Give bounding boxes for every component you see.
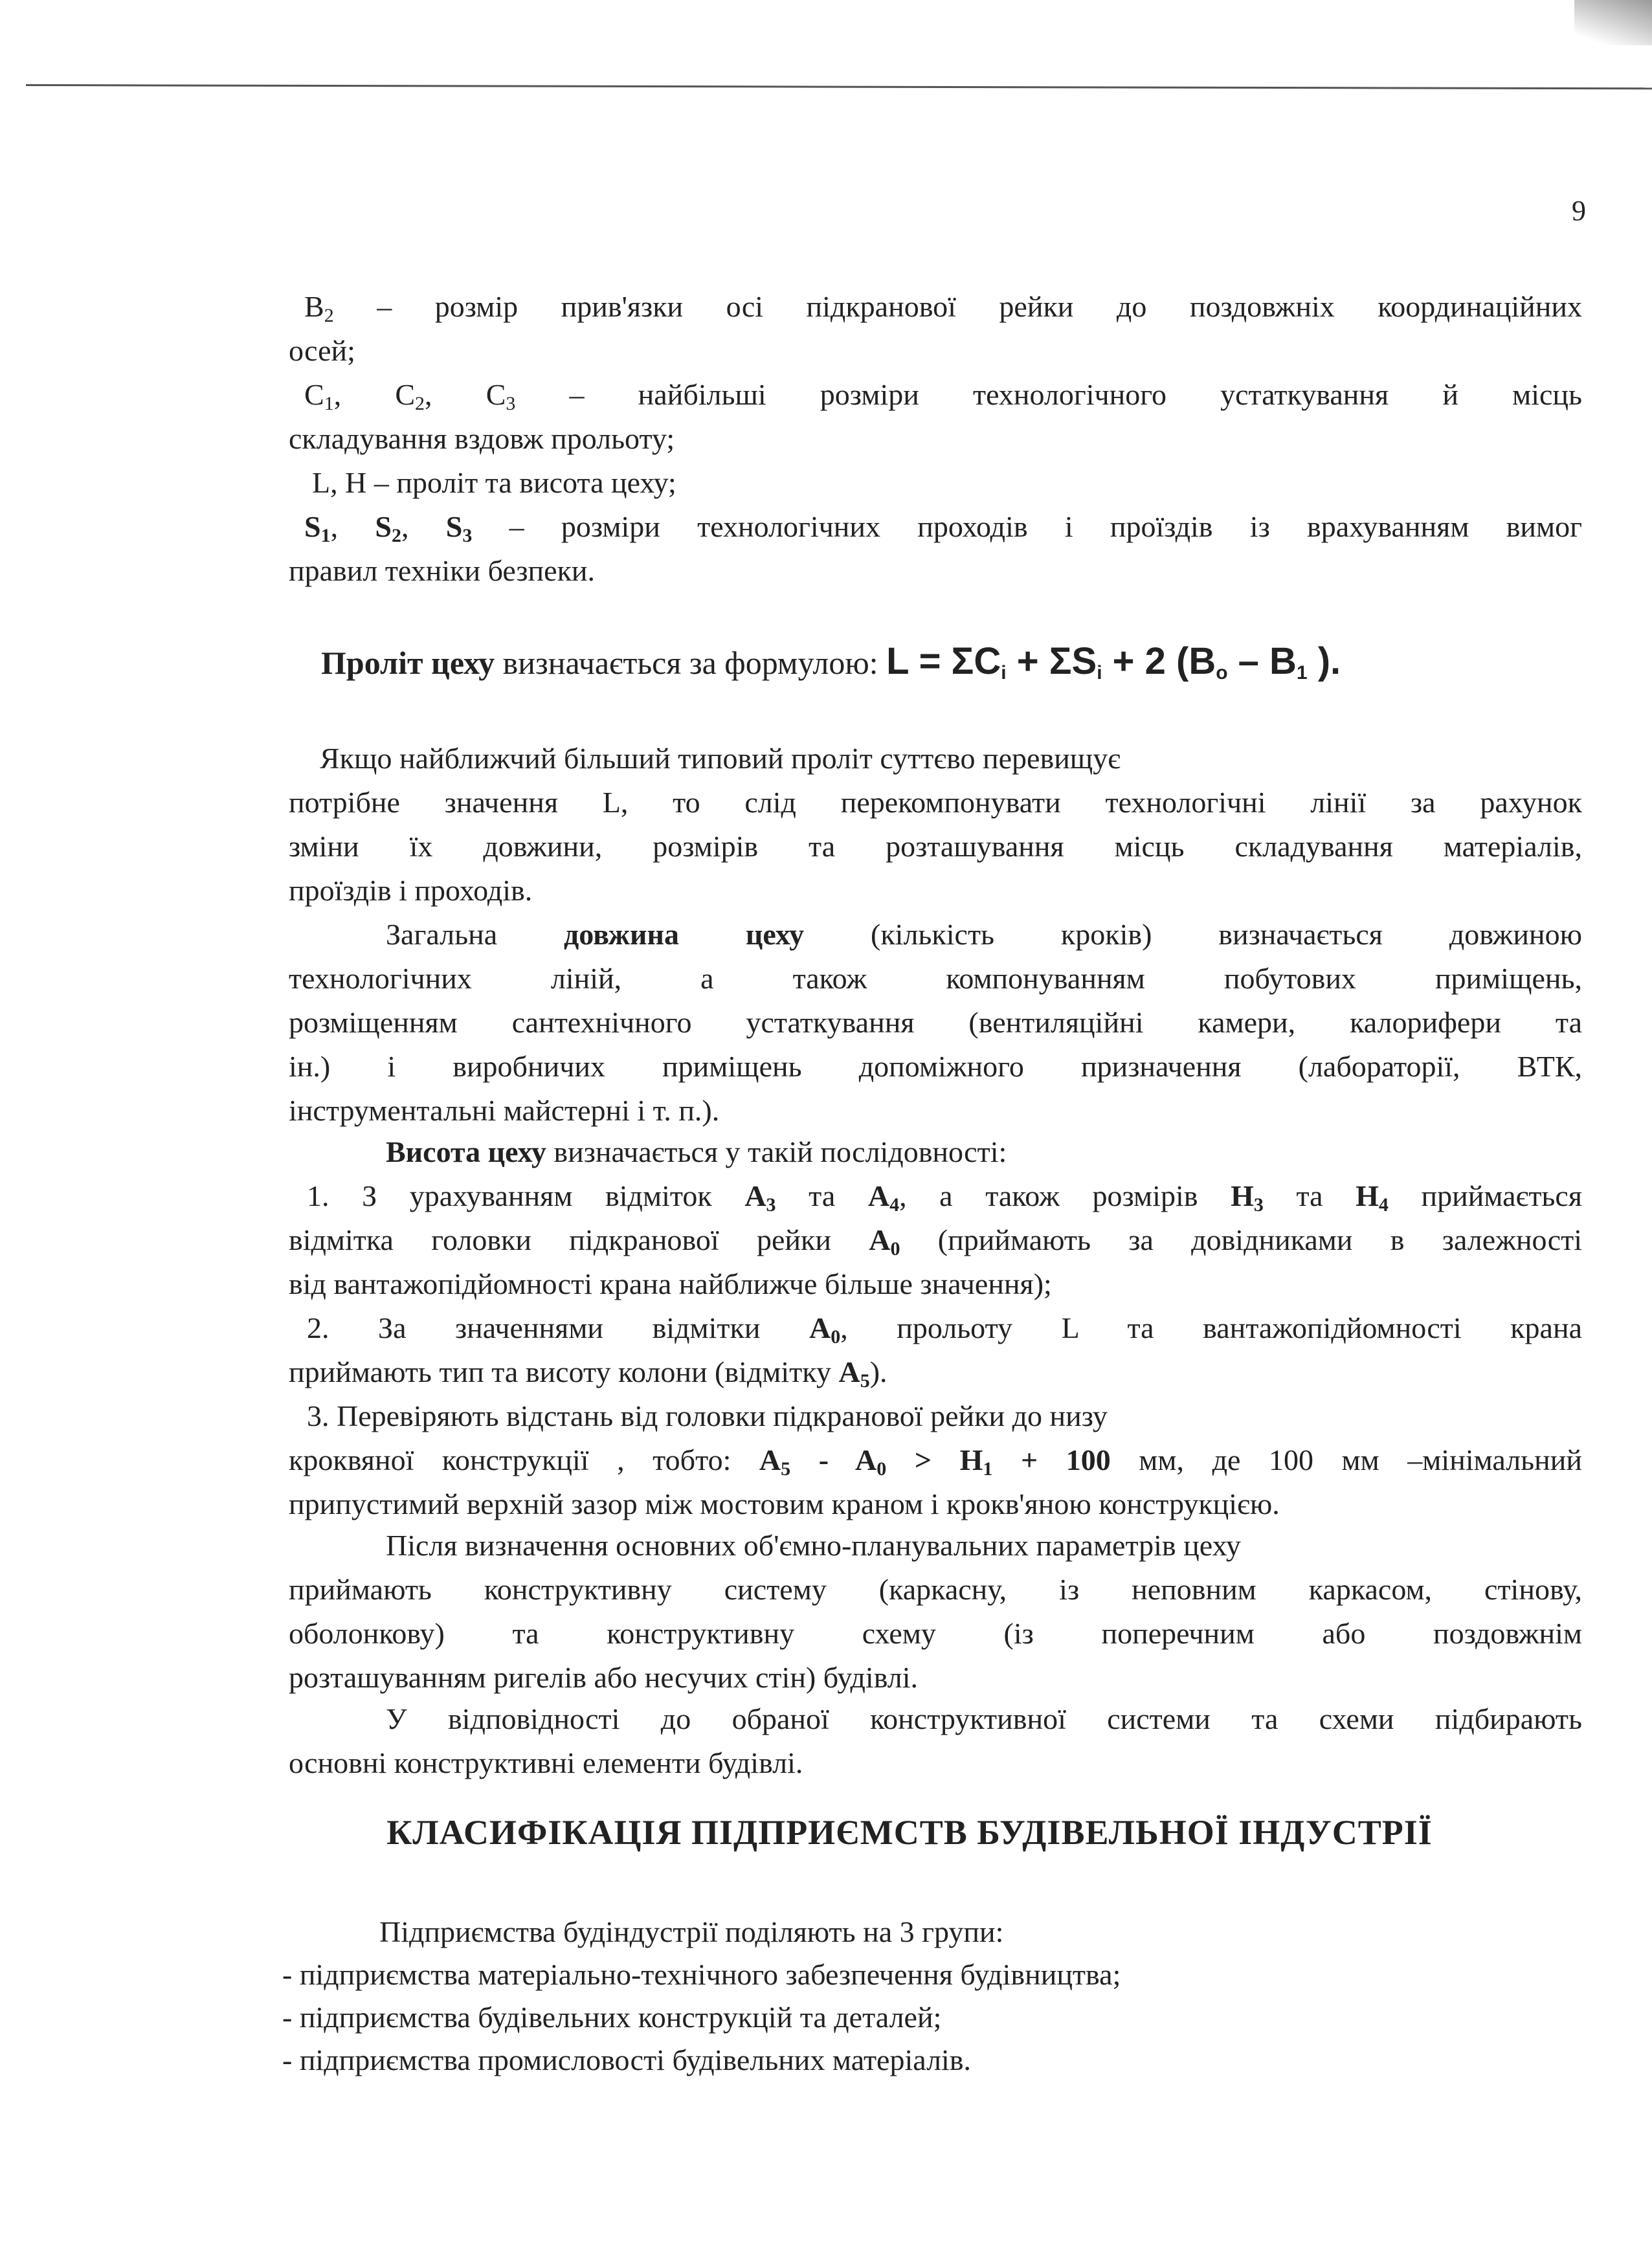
definition-b2-cont: осей; [289,334,355,367]
definition-lh: L, H – проліт та висота цеху; [312,466,676,499]
page-corner-shadow [1574,0,1652,45]
length-bold: довжина цеху [564,918,805,951]
classification-intro: Підприємства будіндустрії поділяють на 3 групи: [379,1915,1004,1948]
classification-item: - підприємства будівельних конструкцій та деталей; [282,2001,942,2034]
paragraph-accordance: У відповідності до обраної конструктивної системи та схеми підбирають основні конструктивні елементи будівлі. [289,1702,1582,1779]
formula-line [321,639,1341,683]
height-item-2: 2. За значеннями відмітки $A_0$, прольоту L та вантажопідйомності крана [307,1311,1583,1348]
definition-c-cont: складування вздовж прольоту; [289,422,675,455]
formula: $L = \Sigma C_i + \Sigma S_i + 2$ ($B_o - B_1$ ). [886,640,1341,684]
definition-c: $C_1$, $C_2$, $C_3$ – найбільші розміри технологічного устаткування й місць [304,378,1583,414]
height-heading: Висота цеху визначається у такій послідовності: [386,1135,1007,1168]
height-item-3: 3. Перевіряють відстань від головки підкранової рейки до низу [307,1399,1108,1432]
definition-s-cont: правил техніки безпеки. [289,554,596,587]
paragraph-length: Загальна довжина цеху (кількість кроків) визначається довжиною технологічних ліній, а також компонуванням побутових приміщень, розміщенням сантехнічного устаткування (вентиляційні камери, калорифери та ін.) і виробничих приміщень допоміжного призначення (лабораторії, ВТК, інструментальні майстерні і т. п.). [289,918,1582,1127]
height-section: Висота цеху визначається у такій послідовності: 1. З урахуванням відміток $A_3$ та $A_4$, а також розмірів $H_3$ та $H_4$ приймається відмітка головки підкранової рейки $A_0$ (приймають за довідниками в залежності від вантажопідйомності крана найближче більше значення); 2. За значеннями відмітки $A_0$, прольоту L та вантажопідйомності крана приймають тип та висоту колони (відмітку $A_5$). 3. Перевіряють відстань від головки підкранової рейки до низу кроквяної конструкції , тобто: $A_5 - A_0 > H_1 + 100$ мм, де 100 мм –мінімальний припустимий верхній зазор між мостовим краном і крокв'яною конструкцією. [289,1130,1582,1526]
height-item-1: 1. З урахуванням відміток $A_3$ та $A_4$, а також розмірів $H_3$ та $H_4$ приймається [307,1179,1582,1216]
formula-text: визначається за формулою: [495,645,887,681]
classification-item: - підприємства промисловості будівельних матеріалів. [282,2043,972,2076]
classification-block [282,1911,1577,2082]
paragraph-after: Після визначення основних об'ємно-планувальних параметрів цеху приймають конструктивну систему (каркасну, із неповним каркасом, стінову, оболонкову) та конструктивну схему (із поперечним або поздовжнім розташуванням ригелів або несучих стін) будівлі. [289,1529,1582,1694]
page-number: 9 [1572,195,1586,227]
definition-b2: $B_2$ – розмір прив'язки осі підкранової рейки до поздовжніх координаційних [304,290,1582,326]
section-heading: КЛАСИФІКАЦІЯ ПІДПРИЄМСТВ БУДІВЕЛЬНОЇ ІНДУСТРІЇ [386,1813,1433,1852]
definition-s: $S_1$, $S_2$, $S_3$ – розміри технологічних проходів і проїздів із врахуванням вимог [304,510,1583,546]
classification-item: - підприємства матеріально-технічного забезпечення будівництва; [282,1958,1121,1991]
definitions-block [289,285,1582,593]
paragraph-nearest-span: Якщо найближчий більший типовий проліт суттєво перевищує потрібне значення L, то слід перекомпонувати технологічні лінії за рахунок зміни їх довжини, розмірів та розташування місць складування матеріалів, проїздів і проходів. [289,742,1582,907]
formula-label: Проліт цеху [321,645,495,681]
scan-edge-line [26,84,1652,89]
